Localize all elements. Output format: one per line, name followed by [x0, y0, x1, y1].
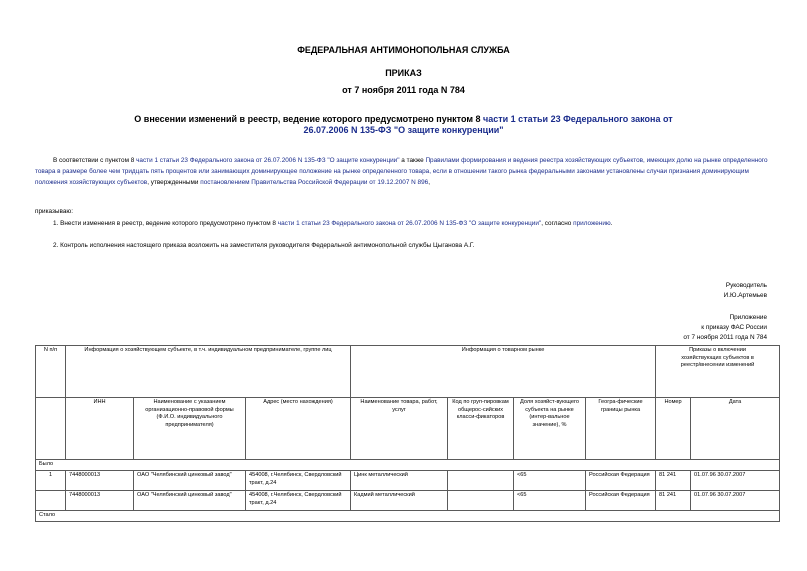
header-product: Наименование товара, работ, услуг — [351, 398, 448, 460]
preamble-rules-link[interactable]: Правилами формирования и ведения реестра хозяйствующих субъектов, имеющих долю на рынке определенного товара в размере более чем тридцать пять процентов или занимающих доминирующее положение на рынке определенного товара, если в отношении такого рынка федеральными законами установлены случаи признания доминирующим положения хозяйствующих субъектов — [35, 157, 768, 186]
registry-table — [35, 345, 780, 522]
document-type: ПРИКАЗ — [385, 68, 422, 78]
cell-product: Цинк металлический — [351, 471, 448, 491]
header-num-empty — [36, 398, 66, 460]
preamble-text-4: , — [428, 179, 430, 186]
cell-inn: 7448000013 — [66, 491, 134, 511]
cell-name: ОАО "Челябинский цинковый завод" — [134, 471, 246, 491]
preamble-text-3: , утвержденными — [147, 179, 201, 186]
preamble — [35, 155, 772, 188]
signature-block — [724, 281, 767, 301]
order-item-1 — [53, 218, 772, 229]
cell-geo: Российская Федерация — [586, 491, 656, 511]
appendix-link[interactable]: приложению — [573, 220, 611, 227]
cell-inn: 7448000013 — [66, 471, 134, 491]
cell-geo: Российская Федерация — [586, 471, 656, 491]
table-header-row — [36, 398, 780, 460]
cell-date: 01.07.96 30.07.2007 — [691, 471, 780, 491]
document-date: от 7 ноября 2011 года N 784 — [342, 85, 465, 95]
order-word: приказываю: — [35, 208, 73, 215]
preamble-text-2: а также — [399, 157, 426, 164]
cell-share: <65 — [514, 471, 586, 491]
section-was-row — [36, 460, 780, 471]
cell-share: <65 — [514, 491, 586, 511]
header-inn: ИНН — [66, 398, 134, 460]
preamble-text-1: В соответствии с пунктом 8 — [53, 157, 137, 164]
cell-okp — [448, 491, 514, 511]
cell-num — [36, 491, 66, 511]
header-okp: Код по груп-пировкам общерос-сийских класси-фикаторов — [448, 398, 514, 460]
cell-number: 81 241 — [656, 491, 691, 511]
order-item-1-text: 1. Внести изменения в реестр, ведение которого предусмотрено пунктом 8 — [53, 220, 278, 227]
header-subject-group: Информация о хозяйствующем субъекте, в т.ч. индивидуальном предпринимателе, группе лиц — [66, 346, 351, 398]
cell-address: 454008, г.Челябинск, Свердловский тракт, д.24 — [246, 491, 351, 511]
table-group-header-row — [36, 346, 780, 398]
appendix-line-3: от 7 ноября 2011 года N 784 — [683, 334, 767, 341]
table-row — [36, 491, 780, 511]
appendix-block — [683, 313, 767, 343]
cell-product: Кадмий металлический — [351, 491, 448, 511]
preamble-decree-link[interactable]: постановлением Правительства Российской Федерации от 19.12.2007 N 896 — [200, 179, 429, 186]
cell-okp — [448, 471, 514, 491]
order-item-1-text-2: , согласно — [541, 220, 574, 227]
order-item-1-text-3: . — [610, 220, 613, 227]
header-number: Номер — [656, 398, 691, 460]
preamble-law-link[interactable]: части 1 статьи 23 Федерального закона от 26.07.2006 N 135-ФЗ "О защите конкуренции" — [136, 157, 400, 164]
cell-num: 1 — [36, 471, 66, 491]
header-name: Наименование с указанием организационно-правовой формы (Ф.И.О. индивидуального предпринимателя) — [134, 398, 246, 460]
header-orders-group: Приказы о включении хозяйствующих субъектов в реестр/внесении изменений — [656, 346, 780, 398]
header-address: Адрес (место нахождения) — [246, 398, 351, 460]
section-now-row — [36, 511, 780, 522]
header-date: Дата — [691, 398, 780, 460]
cell-number: 81 241 — [656, 471, 691, 491]
agency-name: ФЕДЕРАЛЬНАЯ АНТИМОНОПОЛЬНАЯ СЛУЖБА — [297, 45, 510, 55]
order-item-2: 2. Контроль исполнения настоящего приказа возложить на заместителя руководителя Федеральной антимонопольной службы Цыганова А.Г. — [53, 242, 475, 249]
header-num: N п/п — [36, 346, 66, 398]
header-market-group: Информация о товарном рынке — [351, 346, 656, 398]
signature-role: Руководитель — [725, 282, 767, 289]
appendix-line-1: Приложение — [729, 314, 767, 321]
signature-name: И.Ю.Артемьев — [723, 292, 767, 299]
section-was-label: Было — [36, 460, 780, 471]
header-geo: Геогра-фические границы рынка — [586, 398, 656, 460]
document-title — [130, 114, 677, 136]
title-prefix: О внесении изменений в реестр, ведение которого предусмотрено пунктом 8 — [134, 114, 483, 124]
appendix-line-2: к приказу ФАС России — [701, 324, 767, 331]
table-row — [36, 471, 780, 491]
cell-address: 454008, г.Челябинск, Свердловский тракт, д.24 — [246, 471, 351, 491]
cell-name: ОАО "Челябинский цинковый завод" — [134, 491, 246, 511]
section-now-label: Стало — [36, 511, 780, 522]
law-link[interactable]: части 1 статьи 23 Федерального закона от 26.07.2006 N 135-ФЗ "О защите конкуренции" — [303, 114, 673, 135]
order-item-1-law-link[interactable]: части 1 статьи 23 Федерального закона от 26.07.2006 N 135-ФЗ "О защите конкуренции" — [277, 220, 542, 227]
cell-date: 01.07.96 30.07.2007 — [691, 491, 780, 511]
header-share: Доля хозяйст-вующего субъекта на рынке (интер-вальное значение), % — [514, 398, 586, 460]
